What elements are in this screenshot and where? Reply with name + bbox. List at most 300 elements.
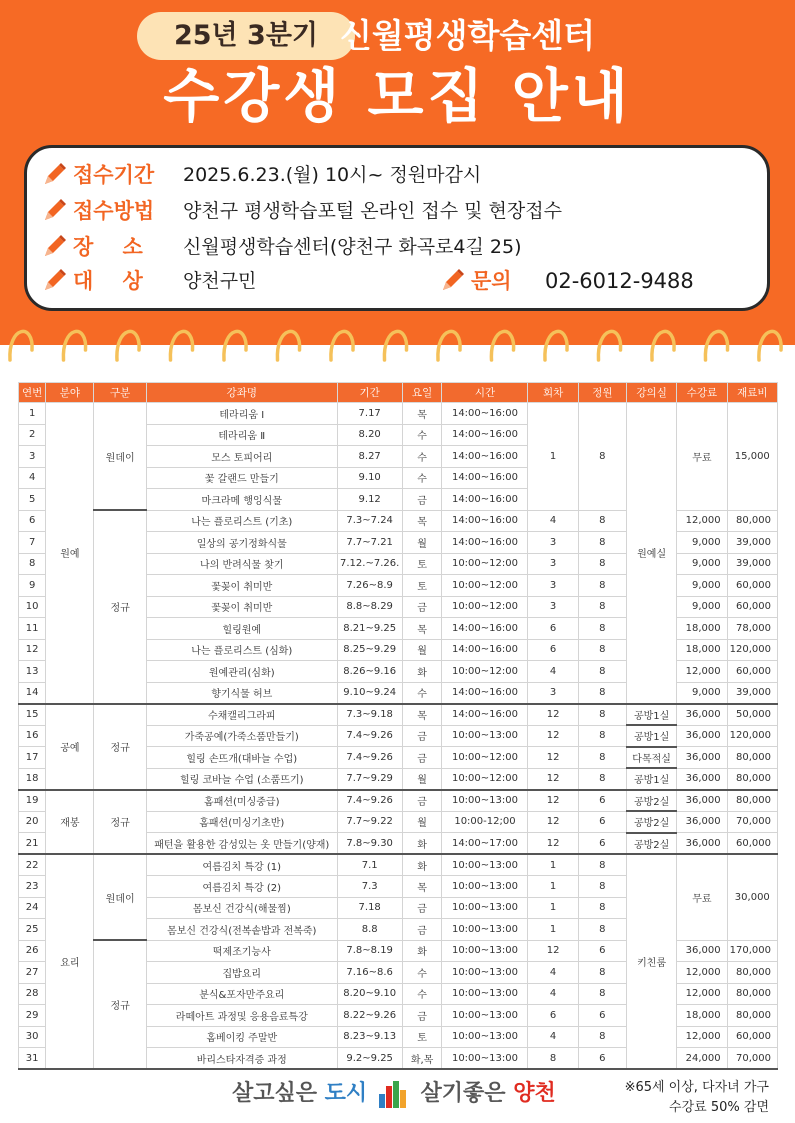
cell-period: 7.4~9.26 (337, 725, 402, 747)
cell-course: 꽃 갈랜드 만들기 (146, 467, 337, 489)
cell-course: 떡제조기능사 (146, 940, 337, 962)
cell-period: 7.18 (337, 897, 402, 919)
slogan-part: 도시 (324, 1081, 368, 1106)
cell-material: 170,000 (727, 940, 777, 962)
cell-course: 힐링 손뜨개(대바늘 수업) (146, 747, 337, 769)
cell-division: 정규 (94, 790, 146, 855)
info-contact-value: 02-6012-9488 (545, 269, 694, 293)
cell-capacity: 8 (578, 897, 626, 919)
cell-time: 14:00~16:00 (442, 489, 528, 511)
cell-material: 50,000 (727, 704, 777, 726)
cell-time: 14:00~16:00 (442, 682, 528, 704)
cell-no: 22 (19, 854, 46, 876)
cell-material: 78,000 (727, 618, 777, 640)
cell-course: 일상의 공기정화식물 (146, 532, 337, 554)
cell-capacity: 8 (578, 768, 626, 790)
cell-no: 7 (19, 532, 46, 554)
cell-period: 8.22~9.26 (337, 1005, 402, 1027)
slogan-part: 양천 (513, 1081, 556, 1106)
cell-sessions: 4 (528, 510, 578, 532)
cell-room: 공방1실 (626, 768, 676, 790)
cell-capacity: 8 (578, 704, 626, 726)
cell-fee: 36,000 (677, 768, 727, 790)
cell-fee: 36,000 (677, 704, 727, 726)
cell-material: 39,000 (727, 553, 777, 575)
cell-no: 30 (19, 1026, 46, 1048)
cell-fee: 무료 (677, 403, 727, 511)
cell-sessions: 12 (528, 704, 578, 726)
cell-capacity: 8 (578, 639, 626, 661)
cell-no: 1 (19, 403, 46, 425)
discount-note (625, 1078, 769, 1118)
cell-period: 7.3 (337, 876, 402, 898)
cell-course: 원예관리(심화) (146, 661, 337, 683)
cell-capacity: 8 (578, 876, 626, 898)
cell-capacity: 8 (578, 575, 626, 597)
cell-period: 9.12 (337, 489, 402, 511)
cell-time: 14:00~16:00 (442, 446, 528, 468)
info-target-label: 대 상 (73, 269, 143, 293)
slogan (232, 1078, 556, 1110)
city-buildings-icon (377, 1080, 411, 1108)
table-body (19, 403, 778, 1070)
ring (491, 331, 513, 360)
cell-time: 14:00~16:00 (442, 532, 528, 554)
cell-period: 7.4~9.26 (337, 747, 402, 769)
cell-period: 7.12.~7.26. (337, 553, 402, 575)
page-title: 수강생 모집 안내 (163, 62, 632, 130)
table-row (19, 790, 778, 812)
info-period-label: 접수기간 (73, 163, 155, 187)
cell-fee: 36,000 (677, 940, 727, 962)
cell-time: 14:00~16:00 (442, 467, 528, 489)
cell-day: 월 (402, 811, 442, 833)
cell-fee: 36,000 (677, 811, 727, 833)
cell-capacity: 8 (578, 682, 626, 704)
table-header-row (19, 383, 778, 403)
cell-day: 화 (402, 854, 442, 876)
cell-sessions: 1 (528, 919, 578, 941)
cell-no: 28 (19, 983, 46, 1005)
cell-no: 3 (19, 446, 46, 468)
cell-course: 가죽공예(가죽소품만들기) (146, 725, 337, 747)
cell-day: 토 (402, 553, 442, 575)
cell-sessions: 4 (528, 983, 578, 1005)
cell-time: 14:00~16:00 (442, 704, 528, 726)
cell-day: 금 (402, 919, 442, 941)
ring (331, 331, 353, 360)
cell-sessions: 12 (528, 768, 578, 790)
cell-division: 정규 (94, 510, 146, 704)
ring (224, 331, 246, 360)
cell-course: 꽃꽂이 취미반 (146, 575, 337, 597)
cell-course: 라떼아트 과정및 응용음료특강 (146, 1005, 337, 1027)
cell-room: 공방2실 (626, 833, 676, 855)
cell-period: 8.27 (337, 446, 402, 468)
cell-period: 8.21~9.25 (337, 618, 402, 640)
cell-capacity: 8 (578, 983, 626, 1005)
header-capacity: 정원 (578, 383, 626, 403)
cell-room: 공방1실 (626, 704, 676, 726)
cell-capacity: 8 (578, 854, 626, 876)
cell-day: 월 (402, 532, 442, 554)
ring (705, 331, 727, 360)
cell-time: 10:00~13:00 (442, 790, 528, 812)
cell-material: 60,000 (727, 833, 777, 855)
cell-fee: 12,000 (677, 510, 727, 532)
cell-period: 7.7~7.21 (337, 532, 402, 554)
cell-no: 26 (19, 940, 46, 962)
table-row (19, 704, 778, 726)
cell-day: 목 (402, 510, 442, 532)
header-material: 재료비 (727, 383, 777, 403)
cell-fee: 36,000 (677, 747, 727, 769)
cell-time: 10:00~13:00 (442, 919, 528, 941)
cell-period: 9.10~9.24 (337, 682, 402, 704)
cell-sessions: 12 (528, 790, 578, 812)
cell-no: 31 (19, 1048, 46, 1070)
cell-course: 테라리움 Ⅰ (146, 403, 337, 425)
cell-time: 10:00~13:00 (442, 983, 528, 1005)
ring (277, 331, 299, 360)
cell-fee: 12,000 (677, 962, 727, 984)
cell-course: 홈패션(미싱기초반) (146, 811, 337, 833)
cell-no: 4 (19, 467, 46, 489)
ring (384, 331, 406, 360)
cell-day: 수 (402, 983, 442, 1005)
cell-course: 힐링 코바늘 수업 (소품뜨기) (146, 768, 337, 790)
cell-time: 10:00~13:00 (442, 854, 528, 876)
pencil-icon (41, 162, 67, 188)
pencil-icon (41, 234, 67, 260)
cell-course: 몸보신 건강식(해물찜) (146, 897, 337, 919)
cell-course: 마크라메 행잉식물 (146, 489, 337, 511)
cell-fee: 9,000 (677, 532, 727, 554)
cell-time: 10:00~12:00 (442, 661, 528, 683)
cell-no: 6 (19, 510, 46, 532)
cell-fee: 12,000 (677, 983, 727, 1005)
ring (652, 331, 674, 360)
cell-course: 향기식물 허브 (146, 682, 337, 704)
cell-division: 원데이 (94, 854, 146, 940)
cell-material: 39,000 (727, 532, 777, 554)
cell-division: 원데이 (94, 403, 146, 511)
cell-field: 원예 (46, 403, 94, 704)
cell-fee: 18,000 (677, 639, 727, 661)
cell-room: 원예실 (626, 403, 676, 704)
cell-capacity: 6 (578, 790, 626, 812)
header-sessions: 회차 (528, 383, 578, 403)
cell-sessions: 12 (528, 811, 578, 833)
cell-sessions: 12 (528, 725, 578, 747)
season-badge: 25년 3분기 (137, 12, 355, 60)
cell-capacity: 6 (578, 1005, 626, 1027)
cell-time: 14:00~17:00 (442, 833, 528, 855)
cell-no: 27 (19, 962, 46, 984)
cell-sessions: 12 (528, 833, 578, 855)
header-field: 분야 (46, 383, 94, 403)
cell-time: 10:00~13:00 (442, 876, 528, 898)
cell-sessions: 3 (528, 575, 578, 597)
ring (170, 331, 192, 360)
ring (63, 331, 85, 360)
info-box (24, 145, 770, 311)
cell-period: 9.10 (337, 467, 402, 489)
cell-field: 공예 (46, 704, 94, 790)
cell-course: 홈패션(미싱중급) (146, 790, 337, 812)
ring (598, 331, 620, 360)
slogan-part: 살고싶은 (232, 1081, 325, 1106)
cell-time: 10:00~13:00 (442, 725, 528, 747)
cell-fee: 12,000 (677, 661, 727, 683)
cell-day: 월 (402, 639, 442, 661)
cell-capacity: 6 (578, 811, 626, 833)
cell-period: 8.25~9.29 (337, 639, 402, 661)
cell-day: 수 (402, 446, 442, 468)
pencil-icon (41, 268, 67, 294)
cell-period: 7.1 (337, 854, 402, 876)
header-no: 연번 (19, 383, 46, 403)
ring (10, 331, 32, 360)
cell-sessions: 1 (528, 897, 578, 919)
cell-no: 15 (19, 704, 46, 726)
cell-period: 7.3~9.18 (337, 704, 402, 726)
cell-day: 목 (402, 876, 442, 898)
pencil-icon (439, 268, 465, 294)
pencil-icon (41, 198, 67, 224)
cell-material: 39,000 (727, 682, 777, 704)
cell-division: 정규 (94, 940, 146, 1069)
cell-time: 10:00~12:00 (442, 575, 528, 597)
cell-material: 120,000 (727, 639, 777, 661)
cell-day: 수 (402, 424, 442, 446)
cell-sessions: 3 (528, 596, 578, 618)
cell-day: 수 (402, 962, 442, 984)
cell-material: 80,000 (727, 1005, 777, 1027)
cell-capacity: 6 (578, 833, 626, 855)
cell-material: 80,000 (727, 510, 777, 532)
cell-field: 요리 (46, 854, 94, 1069)
cell-room: 공방2실 (626, 790, 676, 812)
cell-no: 23 (19, 876, 46, 898)
cell-no: 17 (19, 747, 46, 769)
cell-sessions: 12 (528, 747, 578, 769)
cell-sessions: 3 (528, 532, 578, 554)
cell-no: 20 (19, 811, 46, 833)
cell-day: 화 (402, 940, 442, 962)
cell-fee: 18,000 (677, 1005, 727, 1027)
course-table (18, 382, 778, 1070)
cell-fee: 24,000 (677, 1048, 727, 1070)
cell-no: 5 (19, 489, 46, 511)
cell-sessions: 1 (528, 876, 578, 898)
discount-note-line: ※65세 이상, 다자녀 가구 (624, 1080, 769, 1095)
info-method (27, 196, 727, 226)
cell-time: 14:00~16:00 (442, 639, 528, 661)
cell-day: 월 (402, 768, 442, 790)
header-course: 강좌명 (146, 383, 337, 403)
cell-day: 화 (402, 833, 442, 855)
cell-time: 10:00~13:00 (442, 1005, 528, 1027)
cell-day: 금 (402, 790, 442, 812)
cell-material: 80,000 (727, 983, 777, 1005)
cell-material: 30,000 (727, 854, 777, 940)
cell-course: 바리스타자격증 과정 (146, 1048, 337, 1070)
spiral-binding (0, 320, 795, 380)
cell-fee: 9,000 (677, 682, 727, 704)
cell-room: 키친룸 (626, 854, 676, 1069)
cell-room: 공방1실 (626, 725, 676, 747)
cell-no: 10 (19, 596, 46, 618)
cell-material: 60,000 (727, 1026, 777, 1048)
cell-fee: 무료 (677, 854, 727, 940)
cell-course: 나의 반려식물 찾기 (146, 553, 337, 575)
info-place-label: 장 소 (73, 235, 143, 259)
header-time: 시간 (442, 383, 528, 403)
cell-fee: 12,000 (677, 1026, 727, 1048)
cell-fee: 36,000 (677, 725, 727, 747)
ring (545, 331, 567, 360)
info-method-value: 양천구 평생학습포털 온라인 접수 및 현장접수 (183, 200, 562, 222)
cell-day: 목 (402, 618, 442, 640)
info-method-label: 접수방법 (73, 199, 155, 223)
info-target-value: 양천구민 (183, 270, 257, 292)
header-period: 기간 (337, 383, 402, 403)
cell-period: 8.26~9.16 (337, 661, 402, 683)
cell-time: 10:00~13:00 (442, 962, 528, 984)
header-banner (0, 0, 795, 345)
cell-time: 10:00~12:00 (442, 596, 528, 618)
cell-sessions: 3 (528, 553, 578, 575)
cell-fee: 18,000 (677, 618, 727, 640)
cell-period: 7.26~8.9 (337, 575, 402, 597)
cell-capacity: 8 (578, 618, 626, 640)
cell-no: 12 (19, 639, 46, 661)
ring (117, 331, 139, 360)
cell-course: 분식&포자만주요리 (146, 983, 337, 1005)
cell-period: 7.16~8.6 (337, 962, 402, 984)
cell-period: 7.3~7.24 (337, 510, 402, 532)
cell-day: 토 (402, 575, 442, 597)
cell-day: 금 (402, 747, 442, 769)
cell-room: 공방2실 (626, 811, 676, 833)
cell-material: 80,000 (727, 768, 777, 790)
cell-fee: 36,000 (677, 790, 727, 812)
cell-day: 화 (402, 661, 442, 683)
ring (759, 331, 781, 360)
cell-course: 힐링원예 (146, 618, 337, 640)
cell-day: 화,목 (402, 1048, 442, 1070)
cell-day: 금 (402, 1005, 442, 1027)
cell-course: 여름김치 특강 (1) (146, 854, 337, 876)
cell-course: 나는 플로리스트 (심화) (146, 639, 337, 661)
cell-division: 정규 (94, 704, 146, 790)
cell-sessions: 3 (528, 682, 578, 704)
cell-time: 10:00~12:00 (442, 747, 528, 769)
cell-capacity: 8 (578, 725, 626, 747)
cell-day: 수 (402, 682, 442, 704)
cell-course: 패턴을 활용한 감성있는 옷 만들기(양재) (146, 833, 337, 855)
cell-fee: 9,000 (677, 575, 727, 597)
cell-no: 13 (19, 661, 46, 683)
cell-time: 14:00~16:00 (442, 403, 528, 425)
cell-capacity: 6 (578, 1048, 626, 1070)
cell-no: 9 (19, 575, 46, 597)
cell-day: 금 (402, 489, 442, 511)
cell-material: 15,000 (727, 403, 777, 511)
cell-capacity: 6 (578, 940, 626, 962)
cell-sessions: 8 (528, 1048, 578, 1070)
ring (438, 331, 460, 360)
cell-time: 14:00~16:00 (442, 424, 528, 446)
cell-capacity: 8 (578, 553, 626, 575)
cell-material: 80,000 (727, 790, 777, 812)
cell-material: 120,000 (727, 725, 777, 747)
cell-sessions: 6 (528, 639, 578, 661)
cell-no: 18 (19, 768, 46, 790)
cell-time: 10:00~13:00 (442, 897, 528, 919)
cell-capacity: 8 (578, 510, 626, 532)
cell-period: 7.7~9.29 (337, 768, 402, 790)
cell-time: 10:00~12:00 (442, 768, 528, 790)
cell-material: 60,000 (727, 596, 777, 618)
cell-sessions: 6 (528, 618, 578, 640)
cell-capacity: 8 (578, 661, 626, 683)
cell-day: 토 (402, 1026, 442, 1048)
cell-capacity: 8 (578, 962, 626, 984)
cell-fee: 9,000 (677, 553, 727, 575)
cell-sessions: 1 (528, 854, 578, 876)
info-place (27, 232, 727, 262)
cell-course: 여름김치 특강 (2) (146, 876, 337, 898)
cell-period: 8.8~8.29 (337, 596, 402, 618)
cell-course: 꽃꽂이 취미반 (146, 596, 337, 618)
cell-no: 11 (19, 618, 46, 640)
cell-period: 8.8 (337, 919, 402, 941)
cell-course: 수채캘리그라피 (146, 704, 337, 726)
cell-time: 10:00~12:00 (442, 553, 528, 575)
cell-material: 60,000 (727, 661, 777, 683)
cell-capacity: 8 (578, 919, 626, 941)
cell-period: 7.17 (337, 403, 402, 425)
cell-no: 8 (19, 553, 46, 575)
cell-sessions: 4 (528, 962, 578, 984)
info-period-value: 2025.6.23.(월) 10시~ 정원마감시 (183, 164, 482, 186)
cell-day: 금 (402, 897, 442, 919)
cell-day: 수 (402, 467, 442, 489)
cell-period: 7.8~8.19 (337, 940, 402, 962)
header-day: 요일 (402, 383, 442, 403)
cell-period: 7.7~9.22 (337, 811, 402, 833)
cell-day: 금 (402, 725, 442, 747)
cell-period: 7.4~9.26 (337, 790, 402, 812)
cell-sessions: 4 (528, 661, 578, 683)
cell-time: 10:00~13:00 (442, 1026, 528, 1048)
cell-course: 집밥요리 (146, 962, 337, 984)
cell-time: 10:00~13:00 (442, 1048, 528, 1070)
cell-period: 8.20 (337, 424, 402, 446)
cell-no: 2 (19, 424, 46, 446)
cell-sessions: 4 (528, 1026, 578, 1048)
cell-no: 24 (19, 897, 46, 919)
cell-material: 80,000 (727, 747, 777, 769)
info-target (27, 266, 727, 296)
cell-sessions: 12 (528, 940, 578, 962)
table-row (19, 403, 778, 425)
cell-no: 19 (19, 790, 46, 812)
info-contact-label: 문의 (471, 269, 512, 293)
cell-no: 25 (19, 919, 46, 941)
